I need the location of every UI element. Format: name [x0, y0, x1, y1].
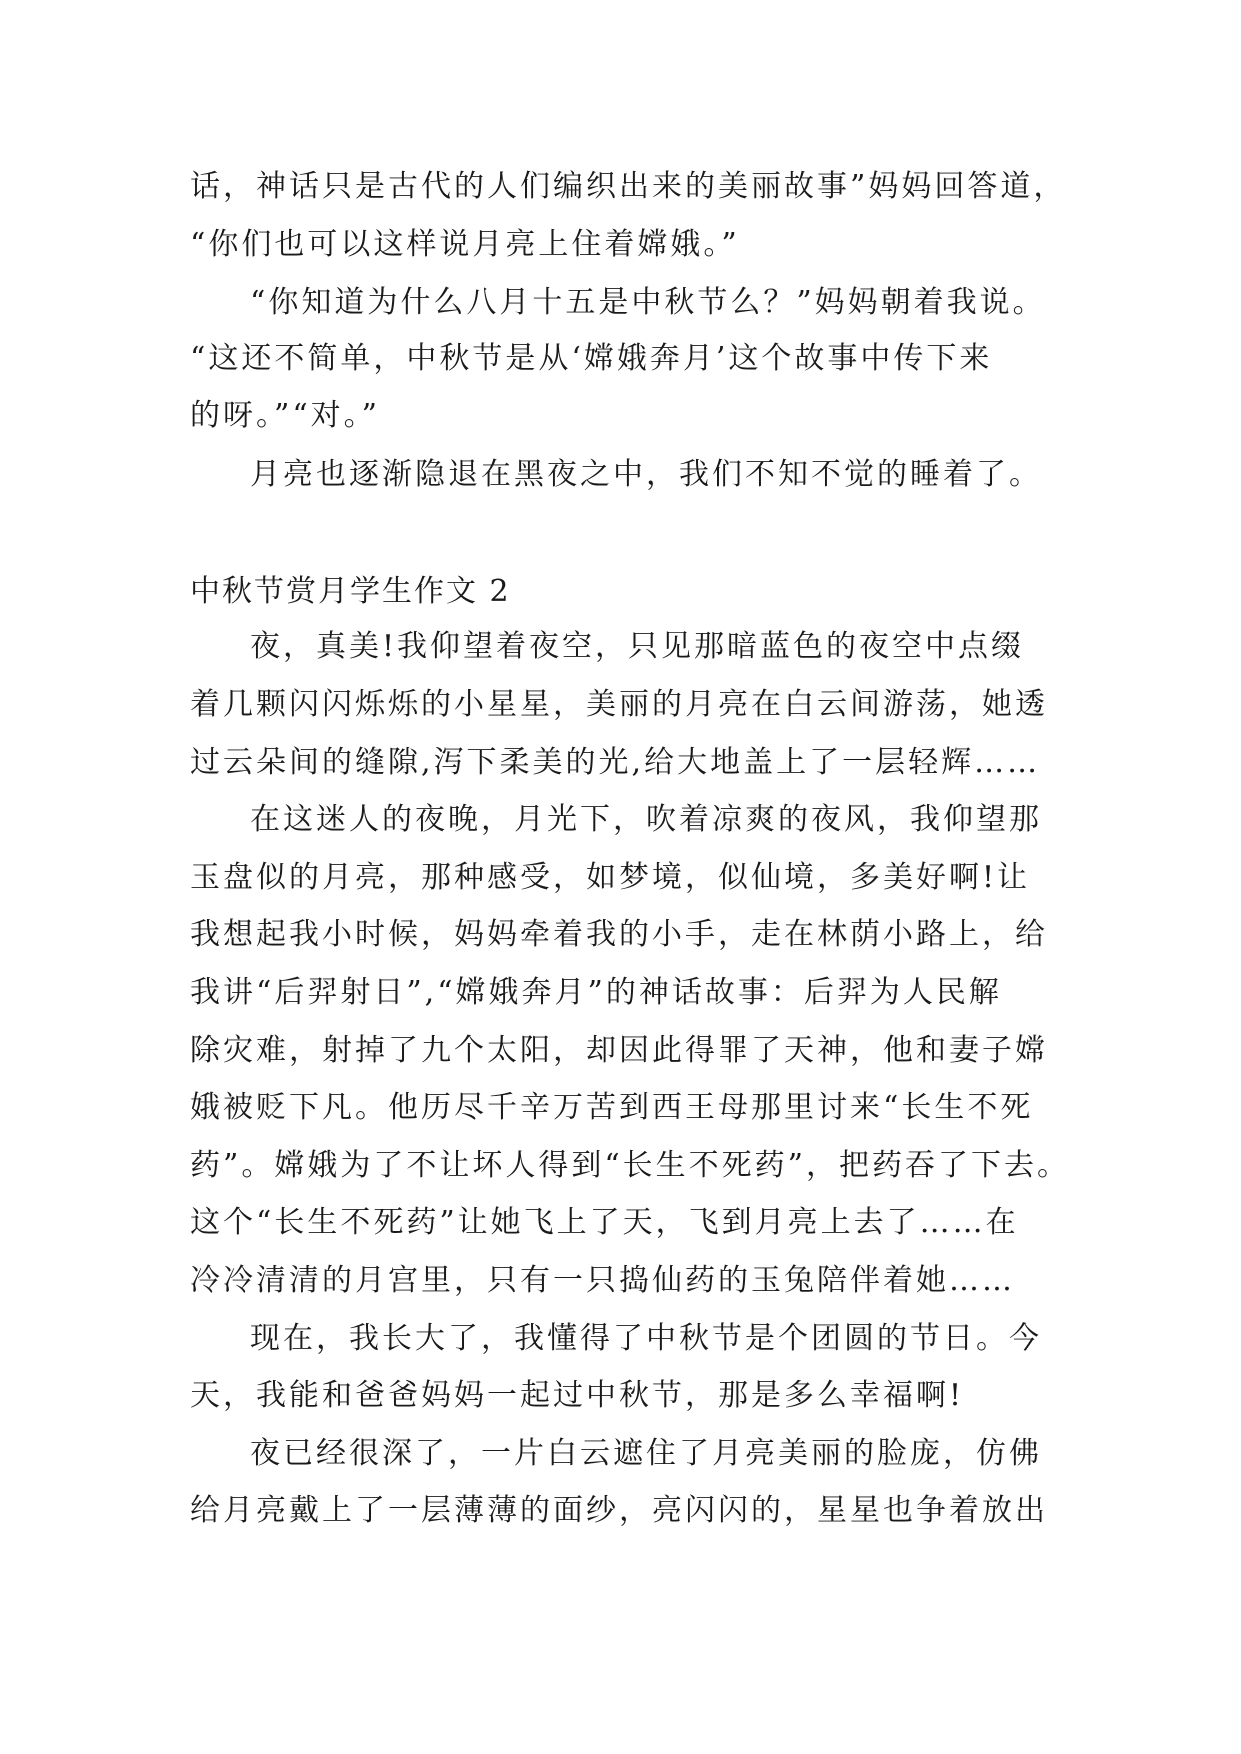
text-line: 除灾难，射掉了九个太阳，却因此得罪了天神，他和妻子嫦 — [190, 1033, 1048, 1068]
text-line: 的呀。”“对。” — [190, 398, 381, 433]
text-line: 在这迷人的夜晚，月光下，吹着凉爽的夜风，我仰望那 — [250, 802, 1042, 837]
text-line: 夜，真美!我仰望着夜空，只见那暗蓝色的夜空中点缀 — [250, 629, 1025, 664]
text-line: 药”。嫦娥为了不让坏人得到“长生不死药”，把药吞了下去。 — [190, 1148, 1071, 1183]
text-line: 这个“长生不死药”让她飞上了天，飞到月亮上去了……在 — [190, 1205, 1019, 1240]
text-line: 过云朵间的缝隙,泻下柔美的光,给大地盖上了一层轻辉…… — [190, 745, 1041, 780]
text-line: 玉盘似的月亮，那种感受，如梦境，似仙境，多美好啊!让 — [190, 860, 1031, 895]
text-line: 着几颗闪闪烁烁的小星星，美丽的月亮在白云间游荡，她透 — [190, 687, 1048, 722]
text-line: “你知道为什么八月十五是中秋节么？”妈妈朝着我说。 — [250, 285, 1046, 320]
text-line: 夜已经很深了，一片白云遮住了月亮美丽的脸庞，仿佛 — [250, 1436, 1042, 1471]
text-line: 冷冷清清的月宫里，只有一只捣仙药的玉兔陪伴着她…… — [190, 1263, 1015, 1298]
text-line: 现在，我长大了，我懂得了中秋节是个团圆的节日。今 — [250, 1321, 1042, 1356]
text-line: 话，神话只是古代的人们编织出来的美丽故事”妈妈回答道， — [190, 169, 1067, 204]
text-line: 娥被贬下凡。他历尽千辛万苦到西王母那里讨来“长生不死 — [190, 1090, 1034, 1125]
text-line: 天，我能和爸爸妈妈一起过中秋节，那是多么幸福啊! — [190, 1378, 965, 1413]
text-line: “这还不简单，中秋节是从‘嫦娥奔月’这个故事中传下来 — [190, 341, 993, 376]
text-line: 我讲“后羿射日”,“嫦娥奔月”的神话故事：后羿为人民解 — [190, 975, 1002, 1010]
text-line: 给月亮戴上了一层薄薄的面纱，亮闪闪的，星星也争着放出 — [190, 1493, 1048, 1528]
text-line: “你们也可以这样说月亮上住着嫦娥。” — [190, 227, 740, 262]
section-title: 中秋节赏月学生作文 2 — [190, 574, 511, 609]
text-line: 月亮也逐渐隐退在黑夜之中，我们不知不觉的睡着了。 — [250, 457, 1042, 492]
text-line: 我想起我小时候，妈妈牵着我的小手，走在林荫小路上，给 — [190, 917, 1048, 952]
